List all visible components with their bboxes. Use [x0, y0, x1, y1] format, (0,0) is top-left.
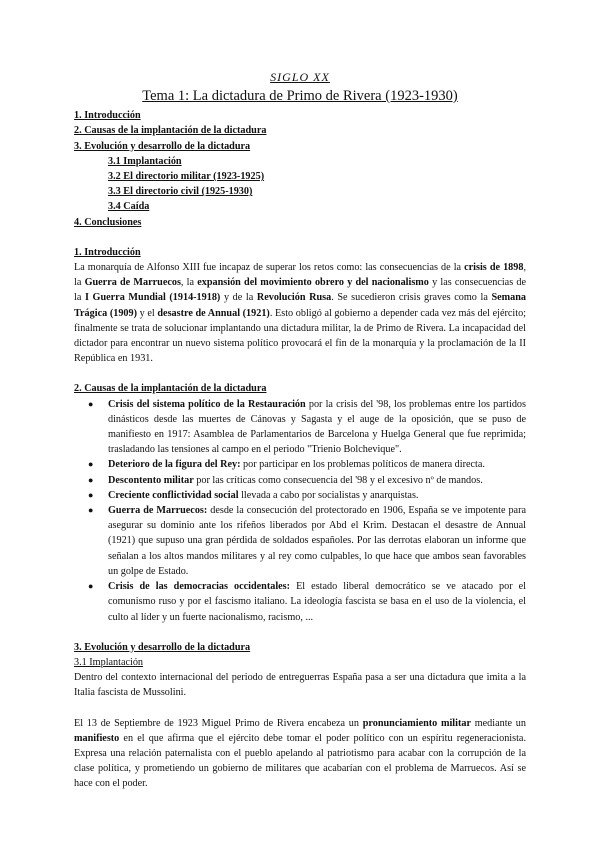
text-run: mediante un: [470, 717, 526, 729]
list-item-text: [108, 459, 485, 470]
text-run: y las consecuencias de la: [74, 277, 526, 304]
toc-subitem[interactable]: 3.4 Caída: [108, 201, 150, 213]
bold-text: Revolución Rusa: [256, 292, 332, 304]
toc-subitem[interactable]: 3.2 El directorio militar (1923-1925): [108, 171, 265, 183]
bold-text: manifiesto: [74, 732, 120, 744]
table-of-contents: [74, 108, 526, 230]
text-run: llevada a cabo por socialistas y anarquistas.: [238, 489, 419, 501]
text-run: . Esto obligó al gobierno a depender cada vez más del ejército; finalmente se trata de solucionar implantando una dictadura militar, la de Primo de Rivera. La incapacidad del dictador para encontrar un nuevo sistema político provocará el fin de la monarquía y la proclamación de la II República en 1931.: [74, 307, 527, 365]
bullet-icon: ●: [88, 474, 94, 485]
text-run: Dentro del contexto internacional del periodo de entreguerras España pasa a ser una dictadura que imita a la Italia fascista de Mussolini.: [74, 672, 526, 699]
bold-text: Crisis de las democracias occidentales:: [108, 581, 291, 593]
bullet-icon: ●: [88, 505, 94, 516]
list-item: [88, 457, 526, 472]
bold-text: I Guerra Mundial (1914-1918): [84, 292, 221, 304]
toc-item[interactable]: 1. Introducción: [74, 110, 141, 122]
text-run: El estado liberal democrático se ve atacado por el comunismo ruso y por el fascismo italiano. La ideología fascista se basa en el uso de la violencia, el culto al líder y un fuerte nacionalismo, racismo, ...: [108, 581, 526, 623]
bold-text: crisis de 1898: [464, 262, 524, 274]
intro-paragraph: [74, 260, 526, 366]
text-run: , la: [180, 277, 198, 289]
bold-text: pronunciamiento militar: [362, 717, 471, 729]
list-item-text: [108, 581, 526, 622]
toc-item[interactable]: 2. Causas de la implantación de la dictadura: [74, 125, 267, 137]
causes-list: [74, 397, 526, 625]
bold-text: Guerra de Marruecos:: [108, 505, 208, 517]
toc-item[interactable]: 3. Evolución y desarrollo de la dictadura: [74, 140, 251, 152]
list-item: [88, 397, 526, 458]
list-item: [88, 579, 526, 625]
bold-text: Guerra de Marruecos: [84, 277, 181, 289]
subsection-heading-implantacion: 3.1 Implantación: [74, 656, 144, 668]
section-heading-evolucion: 3. Evolución y desarrollo de la dictadura: [74, 641, 251, 653]
bold-text: Semana Trágica (1909): [74, 292, 526, 319]
list-item-text: [108, 490, 418, 501]
toc-subitem[interactable]: 3.1 Implantación: [108, 155, 182, 167]
list-item-text: [108, 399, 526, 456]
century-heading: SIGLO XX: [270, 70, 330, 84]
text-run: . Se sucedieron crisis graves como la: [331, 292, 492, 304]
text-run: desde la consecución del protectorado en 1906, España se ve impotente para asegurar su dominio ante los rifeños liberados por Abd el Krim. Destacan el desastre de Annual (1921) que supuso una gran pérdida de soldados españoles. Por las derrotas elaboran un informe que señalan a los altos mandos militares y al rey como culpables, lo que hace que ambos sean favorables un golpe de Estado.: [108, 505, 526, 577]
text-run: y de la: [220, 292, 257, 304]
bold-text: desastre de Annual (1921): [157, 307, 270, 319]
list-item: [88, 503, 526, 579]
text-run: La monarquía de Alfonso XIII fue incapaz de superar los retos como: las consecuencias de la: [74, 262, 465, 274]
bullet-icon: ●: [88, 459, 94, 470]
bold-text: Crisis del sistema político de la Restauración: [108, 398, 306, 410]
bold-text: Deterioro de la figura del Rey:: [108, 459, 241, 471]
section-heading-causas: 2. Causas de la implantación de la dictadura: [74, 383, 267, 395]
text-run: , la: [74, 262, 526, 289]
implantacion-paragraph-2: [74, 716, 526, 792]
list-item: [88, 473, 526, 488]
text-run: por la crisis del '98, los problemas entre los partidos dinásticos desde las muertes de Cánovas y Sagasta y el auge de la oposición, que se puso de manifiesto en 1917: Asamblea de Parlamentarios de Barcelona y Huelga General que fue reprimida; trasladando las tensiones al campo en el periodo "Trienio Bolchevique".: [108, 398, 526, 456]
list-item-text: [108, 475, 483, 486]
text-run: y el: [137, 307, 158, 319]
text-run: El 13 de Septiembre de 1923 Miguel Primo de Rivera encabeza un: [74, 717, 363, 729]
text-run: por las críticas como consecuencia del '98 y el excesivo nº de mandos.: [193, 474, 483, 486]
implantacion-paragraph-1: [74, 670, 526, 700]
text-run: en el que afirma que el ejército debe tomar el poder político con un espíritu regeneracionista. Expresa una relación paternalista con el pueblo apelando al patriotismo para acabar con la corrupción de la clase política, y prometiendo un gobierno de militares que acabarían con el problema de Marruecos. Así se hace con el poder.: [74, 732, 526, 790]
bold-text: Creciente conflictividad social: [108, 489, 239, 501]
text-run: por participar en los problemas políticos de manera directa.: [240, 459, 485, 471]
bold-text: expansión del movimiento obrero y del nacionalismo: [197, 277, 429, 289]
list-item-text: [108, 505, 526, 577]
list-item: [88, 488, 526, 503]
bold-text: Descontento militar: [108, 474, 194, 486]
bullet-icon: ●: [88, 398, 94, 409]
section-heading-introduccion: 1. Introducción: [74, 246, 141, 258]
toc-subitem[interactable]: 3.3 El directorio civil (1925-1930): [108, 186, 253, 198]
toc-item[interactable]: 4. Conclusiones: [74, 216, 142, 228]
page-title: Tema 1: La dictadura de Primo de Rivera (1923-1930): [142, 88, 458, 105]
document-content: [74, 70, 526, 792]
bullet-icon: ●: [88, 581, 94, 592]
bullet-icon: ●: [88, 489, 94, 500]
